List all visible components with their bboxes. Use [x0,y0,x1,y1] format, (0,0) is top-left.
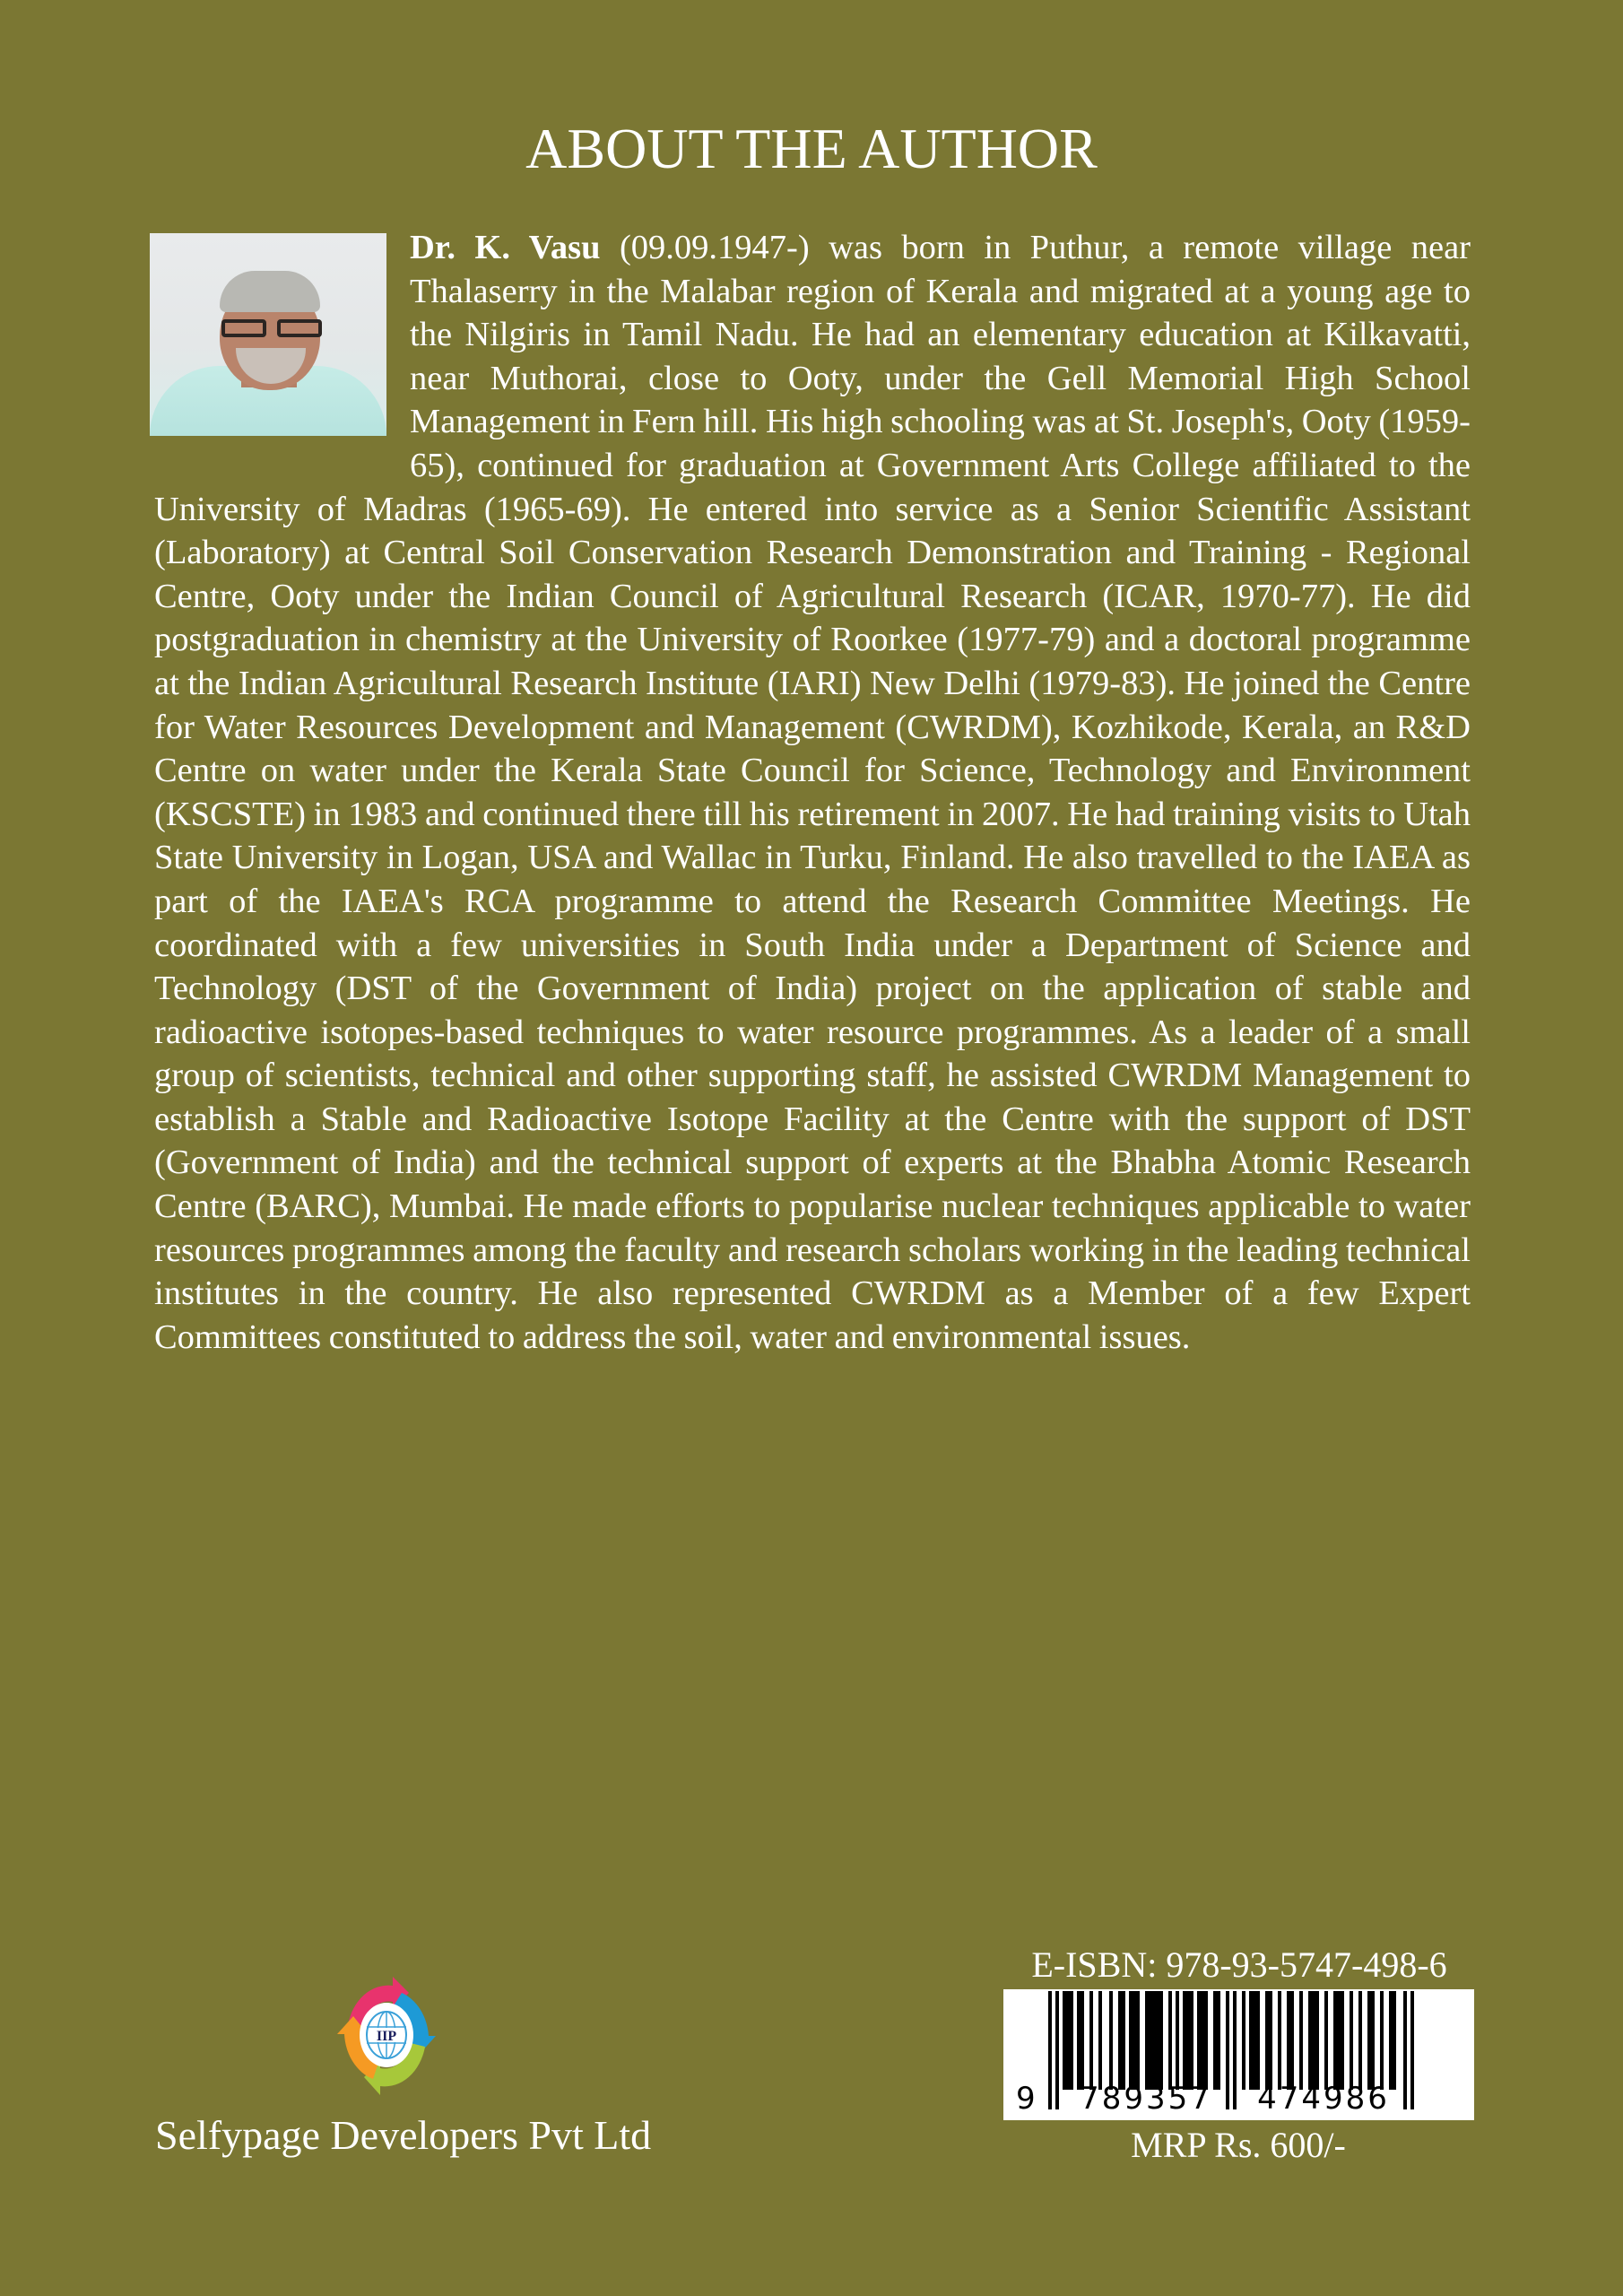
author-photo [150,233,386,436]
author-bio [154,226,1471,1359]
barcode-digits-right: 474986 [1257,2081,1390,2117]
photo-glasses [221,319,322,339]
iip-logo-icon [337,1973,436,2097]
page-title: ABOUT THE AUTHOR [525,117,1098,180]
author-name: Dr. K. Vasu [410,229,601,266]
barcode-digit-first: 9 [1016,2081,1036,2117]
photo-hair [220,271,320,312]
barcode-digits-left: 789357 [1080,2081,1212,2117]
author-bio-text: (09.09.1947-) was born in Puthur, a remote village near Thalaserry in the Malabar region of Kerala and migrated at a young age to the Nilgiris in Tamil Nadu. He had an elementary education at Kilkavatti, near Muthorai, close to Ooty, under the Gell Memorial High School Management in Fern hill. His high schooling was at St. Joseph's, Ooty (1959-65), continued for graduation at Government Arts College affiliated to the University of Madras (1965-69). He entered into service as a Senior Scientific Assistant (Laboratory) at Central Soil Conservation Research Demonstration and Training - Regional Centre, Ooty under the Indian Council of Agricultural Research (ICAR, 1970-77). He did postgraduation in chemistry at the University of Roorkee (1977-79) and a doctoral programme at the Indian Agricultural Research Institute (IARI) New Delhi (1979-83). He joined the Centre for Water Resources Development and Management (CWRDM), Kozhikode, Kerala, an R&D Centre on water under the Kerala State Council for Science, Technology and Environment (KSCSTE) in 1983 and continued there till his retirement in 2007. He had training visits to Utah State University in Logan, USA and Wallac in Turku, Finland. He also travelled to the IAEA as part of the IAEA's RCA programme to attend the Research Committee Meetings. He coordinated with a few universities in South India under a Department of Science and Technology (DST of the Government of India) project on the application of stable and radioactive isotopes-based techniques to water resource programmes. As a leader of a small group of scientists, technical and other supporting staff, he assisted CWRDM Management to establish a Stable and Radioactive Isotope Facility at the Centre with the support of DST (Government of India) and the technical support of experts at the Bhabha Atomic Research Centre (BARC), Mumbai. He made efforts to popularise nuclear techniques applicable to water resources programmes among the faculty and research scholars working in the leading technical institutes in the country. He also represented CWRDM as a Member of a few Expert Committees constituted to address the soil, water and environmental issues. [154,229,1471,1356]
logo-center-text: IIP [376,2029,397,2044]
isbn-label: E-ISBN: 978-93-5747-498-6 [1031,1944,1447,1985]
price-label: MRP Rs. 600/- [1131,2125,1346,2165]
isbn-barcode [1003,1989,1474,2120]
publisher-name: Selfypage Developers Pvt Ltd [155,2112,652,2158]
